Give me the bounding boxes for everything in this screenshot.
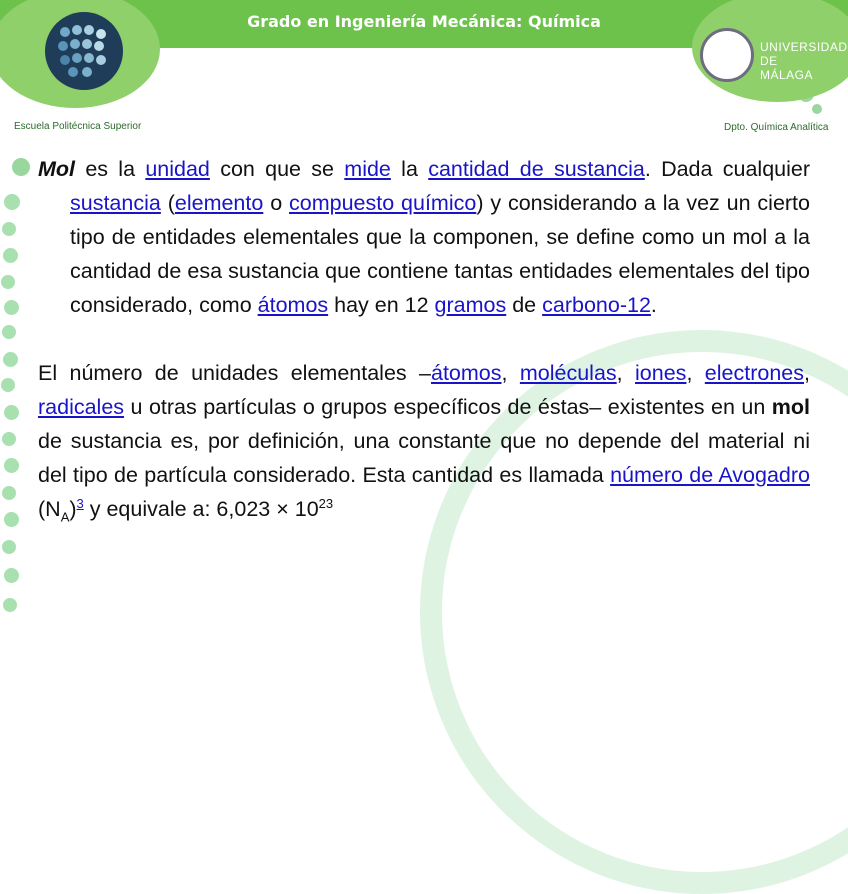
- link-compuesto-quimico[interactable]: compuesto químico: [289, 191, 477, 215]
- link-gramos[interactable]: gramos: [434, 293, 507, 317]
- text-span: ,: [686, 361, 705, 385]
- decorative-dot: [1, 275, 15, 289]
- paragraph-avogadro: [38, 356, 810, 526]
- text-span: (: [160, 191, 175, 215]
- text-span: ,: [501, 361, 520, 385]
- text-span: (N: [38, 497, 61, 521]
- text-span: de: [506, 293, 543, 317]
- decorative-dot: [2, 540, 16, 554]
- text-span: la: [390, 157, 429, 181]
- link-electrones[interactable]: electrones: [704, 361, 804, 385]
- decorative-dot: [4, 512, 19, 527]
- decorative-dot: [3, 598, 17, 612]
- text-span: con que se: [209, 157, 345, 181]
- text-span: de sustancia es, por definición, una constante que no depende del material ni del tipo de partícula considerado. Esta cantidad es llamada: [38, 429, 810, 487]
- decorative-dot: [4, 458, 19, 473]
- text-span: hay en 12: [328, 293, 435, 317]
- decorative-dot: [4, 300, 19, 315]
- decorative-dot: [12, 158, 30, 176]
- text-span: u otras partículas o grupos específicos de éstas– existentes en un: [124, 395, 772, 419]
- text-span: ,: [616, 361, 636, 385]
- paragraph-mol-definition: [38, 152, 810, 322]
- link-sustancia[interactable]: sustancia: [70, 191, 161, 215]
- text-span: ,: [804, 361, 810, 385]
- school-caption: Escuela Politécnica Superior: [14, 121, 142, 132]
- main-content: [38, 152, 810, 526]
- decorative-dot: [3, 352, 18, 367]
- link-moleculas[interactable]: moléculas: [519, 361, 617, 385]
- decorative-dot: [3, 248, 18, 263]
- footnote-ref-3[interactable]: 3: [76, 495, 84, 511]
- university-seal-icon: [700, 28, 754, 82]
- text-span: es la: [75, 157, 146, 181]
- link-carbono-12[interactable]: carbono-12: [542, 293, 651, 317]
- decorative-dot: [2, 325, 16, 339]
- decorative-dot: [4, 405, 19, 420]
- link-numero-de-avogadro[interactable]: número de Avogadro: [610, 463, 810, 487]
- link-atomos[interactable]: átomos: [257, 293, 329, 317]
- link-unidad[interactable]: unidad: [145, 157, 210, 181]
- term-mol-bold: mol: [771, 395, 810, 419]
- text-span: . Dada cualquier: [644, 157, 810, 181]
- text-span: ): [69, 497, 77, 521]
- link-mide[interactable]: mide: [344, 157, 391, 181]
- text-span: El número de unidades elementales –: [38, 361, 431, 385]
- decorative-dot: [4, 194, 20, 210]
- decorative-dot: [4, 568, 19, 583]
- department-caption: Dpto. Química Analítica: [724, 122, 829, 133]
- term-mol: Mol: [38, 157, 76, 181]
- university-name: UNIVERSIDAD DE MÁLAGA: [760, 40, 848, 82]
- link-atomos-2[interactable]: átomos: [431, 361, 502, 385]
- exponent-23: 23: [318, 495, 334, 511]
- link-iones[interactable]: iones: [635, 361, 687, 385]
- decorative-dot: [2, 486, 16, 500]
- decorative-dot: [2, 222, 16, 236]
- decorative-dot: [2, 432, 16, 446]
- logo-pattern-icon: [55, 20, 115, 80]
- page-title: Grado en Ingeniería Mecánica: Química: [247, 12, 601, 31]
- text-span: y equivale a: 6,023 × 10: [83, 497, 319, 521]
- text-span: .: [650, 293, 657, 317]
- subscript-a: A: [60, 509, 70, 525]
- text-span: o: [263, 191, 290, 215]
- link-cantidad-de-sustancia[interactable]: cantidad de sustancia: [428, 157, 645, 181]
- text-span: ) y considerando a la vez un cierto tipo de entidades elementales que la componen, se define como un mol a la cantidad de esa sustancia que contiene tantas entidades elementales del tipo considerado, como: [70, 191, 810, 317]
- link-radicales[interactable]: radicales: [38, 395, 125, 419]
- decorative-dot: [1, 378, 15, 392]
- link-elemento[interactable]: elemento: [174, 191, 264, 215]
- decorative-dot: [812, 104, 822, 114]
- school-logo: [45, 12, 123, 90]
